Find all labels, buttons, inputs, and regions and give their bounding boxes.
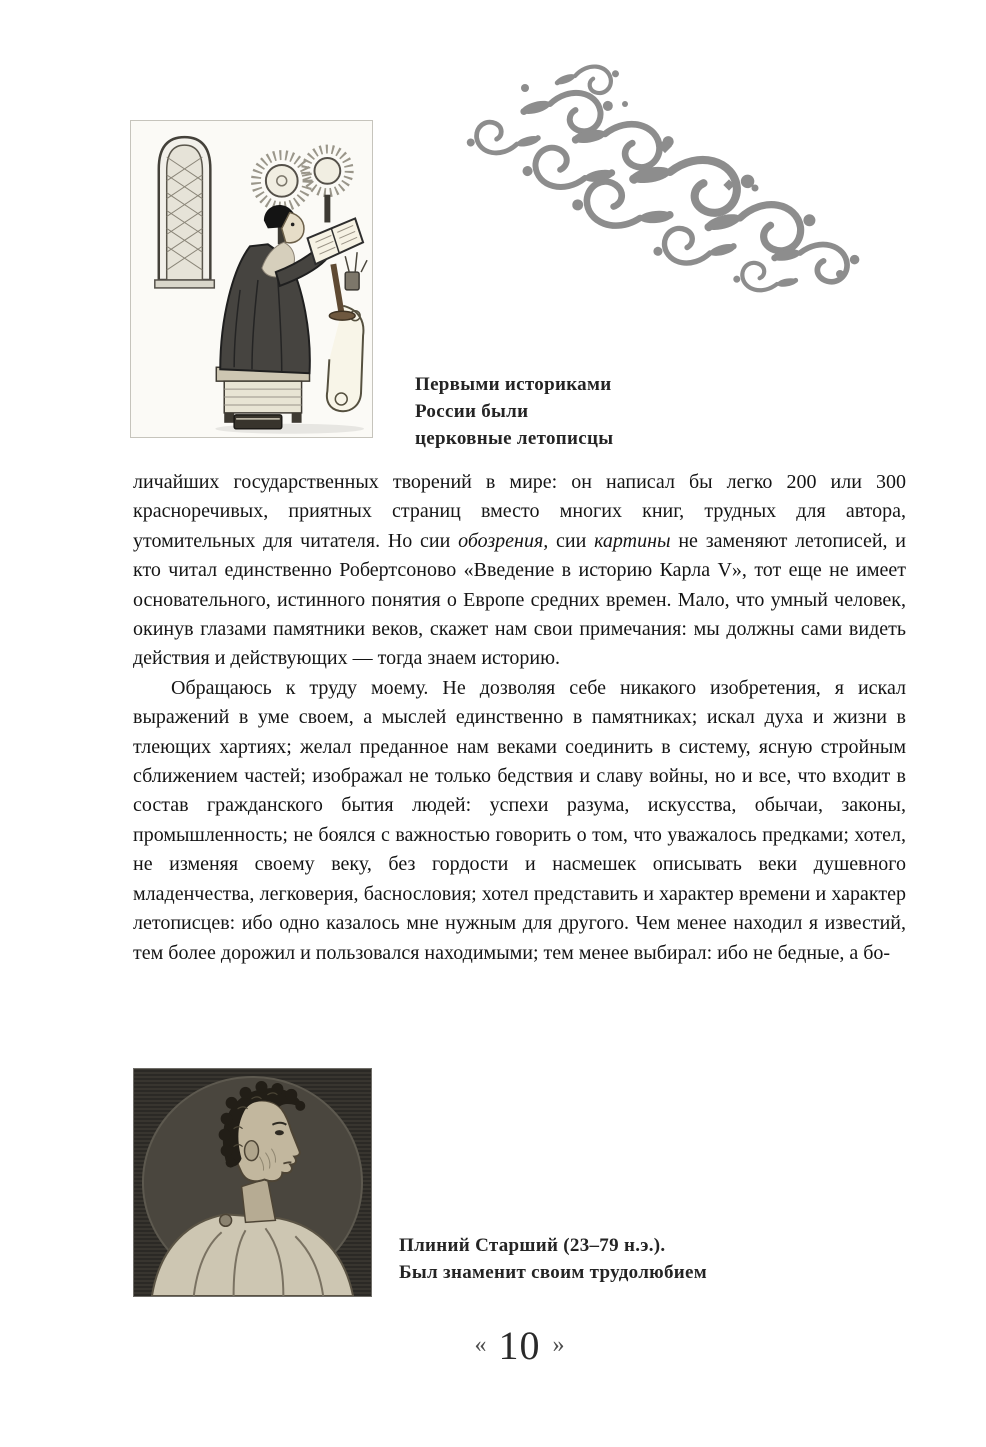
- pliny-portrait-engraving: [133, 1068, 372, 1297]
- paragraph-continuation: [133, 468, 906, 674]
- italic-term-kartiny: картины: [594, 529, 671, 552]
- text-segment: личайших государственных творений в мире: он написал бы легко 200 или 300 красноречивых, приятных страниц вместо многих книг, трудных для автора, утомительных для читателя. Но сии: [133, 471, 906, 552]
- page-number-left-ornament: «: [474, 1332, 487, 1358]
- page-footer: [133, 1322, 906, 1369]
- chronicler-caption-line-3: церковные летописцы: [415, 428, 614, 449]
- text-segment: сии: [548, 529, 595, 552]
- chronicler-caption-line-1: Первыми историками: [415, 374, 612, 395]
- pliny-caption-line-1: Плиний Старший (23–79 н.э.).: [399, 1235, 666, 1256]
- text-segment: не заменяют летописей, и кто читал единственно Робертсоново «Введение в историю Карла V», тот еще не имеет основательного, истинного понятия о Европе средних времен. Мало, что умный человек, окинув глазами памятники веков, скажет нам свои примечания: мы должны сами видеть действия и действующих — тогда знаем историю.: [133, 529, 906, 670]
- pliny-caption-line-2: Был знаменит своим трудолюбием: [399, 1262, 707, 1283]
- page-number-right-ornament: »: [552, 1332, 565, 1358]
- chronicler-caption-line-2: России были: [415, 401, 529, 422]
- chronicler-engraving: [130, 120, 373, 438]
- floral-ornament-icon: [455, 46, 885, 301]
- pliny-caption: [399, 1232, 707, 1286]
- chronicler-caption: [415, 371, 613, 452]
- body-text: [133, 468, 906, 968]
- italic-term-obozreniya: обозрения,: [458, 529, 549, 552]
- paragraph-2: Обращаюсь к труду моему. Не дозволяя себе никакого изобретения, я искал выражений в уме своем, а мыслей единственно в памятниках; искал духа и жизни в тлеющих хартиях; желал преданное нам веками соединить в систему, ясную стройным сближением частей; изображал не только бедствия и славу войны, но и все, что входит в состав гражданского бытия людей: успехи разума, искусства, обычаи, законы, промышленность; не боялся с важностью говорить о том, что уважалось предками; хотел, не изменяя своему веку, без гордости и насмешек описывать веки душевного младенчества, легковерия, баснословия; хотел представить и характер времени и характер летописцев: ибо одно казалось мне нужным для другого. Чем менее находил я известий, тем более дорожил и пользовался находимыми; тем менее выбирал: ибо не бедные, а бо-: [133, 676, 906, 964]
- page-number: 10: [498, 1323, 541, 1368]
